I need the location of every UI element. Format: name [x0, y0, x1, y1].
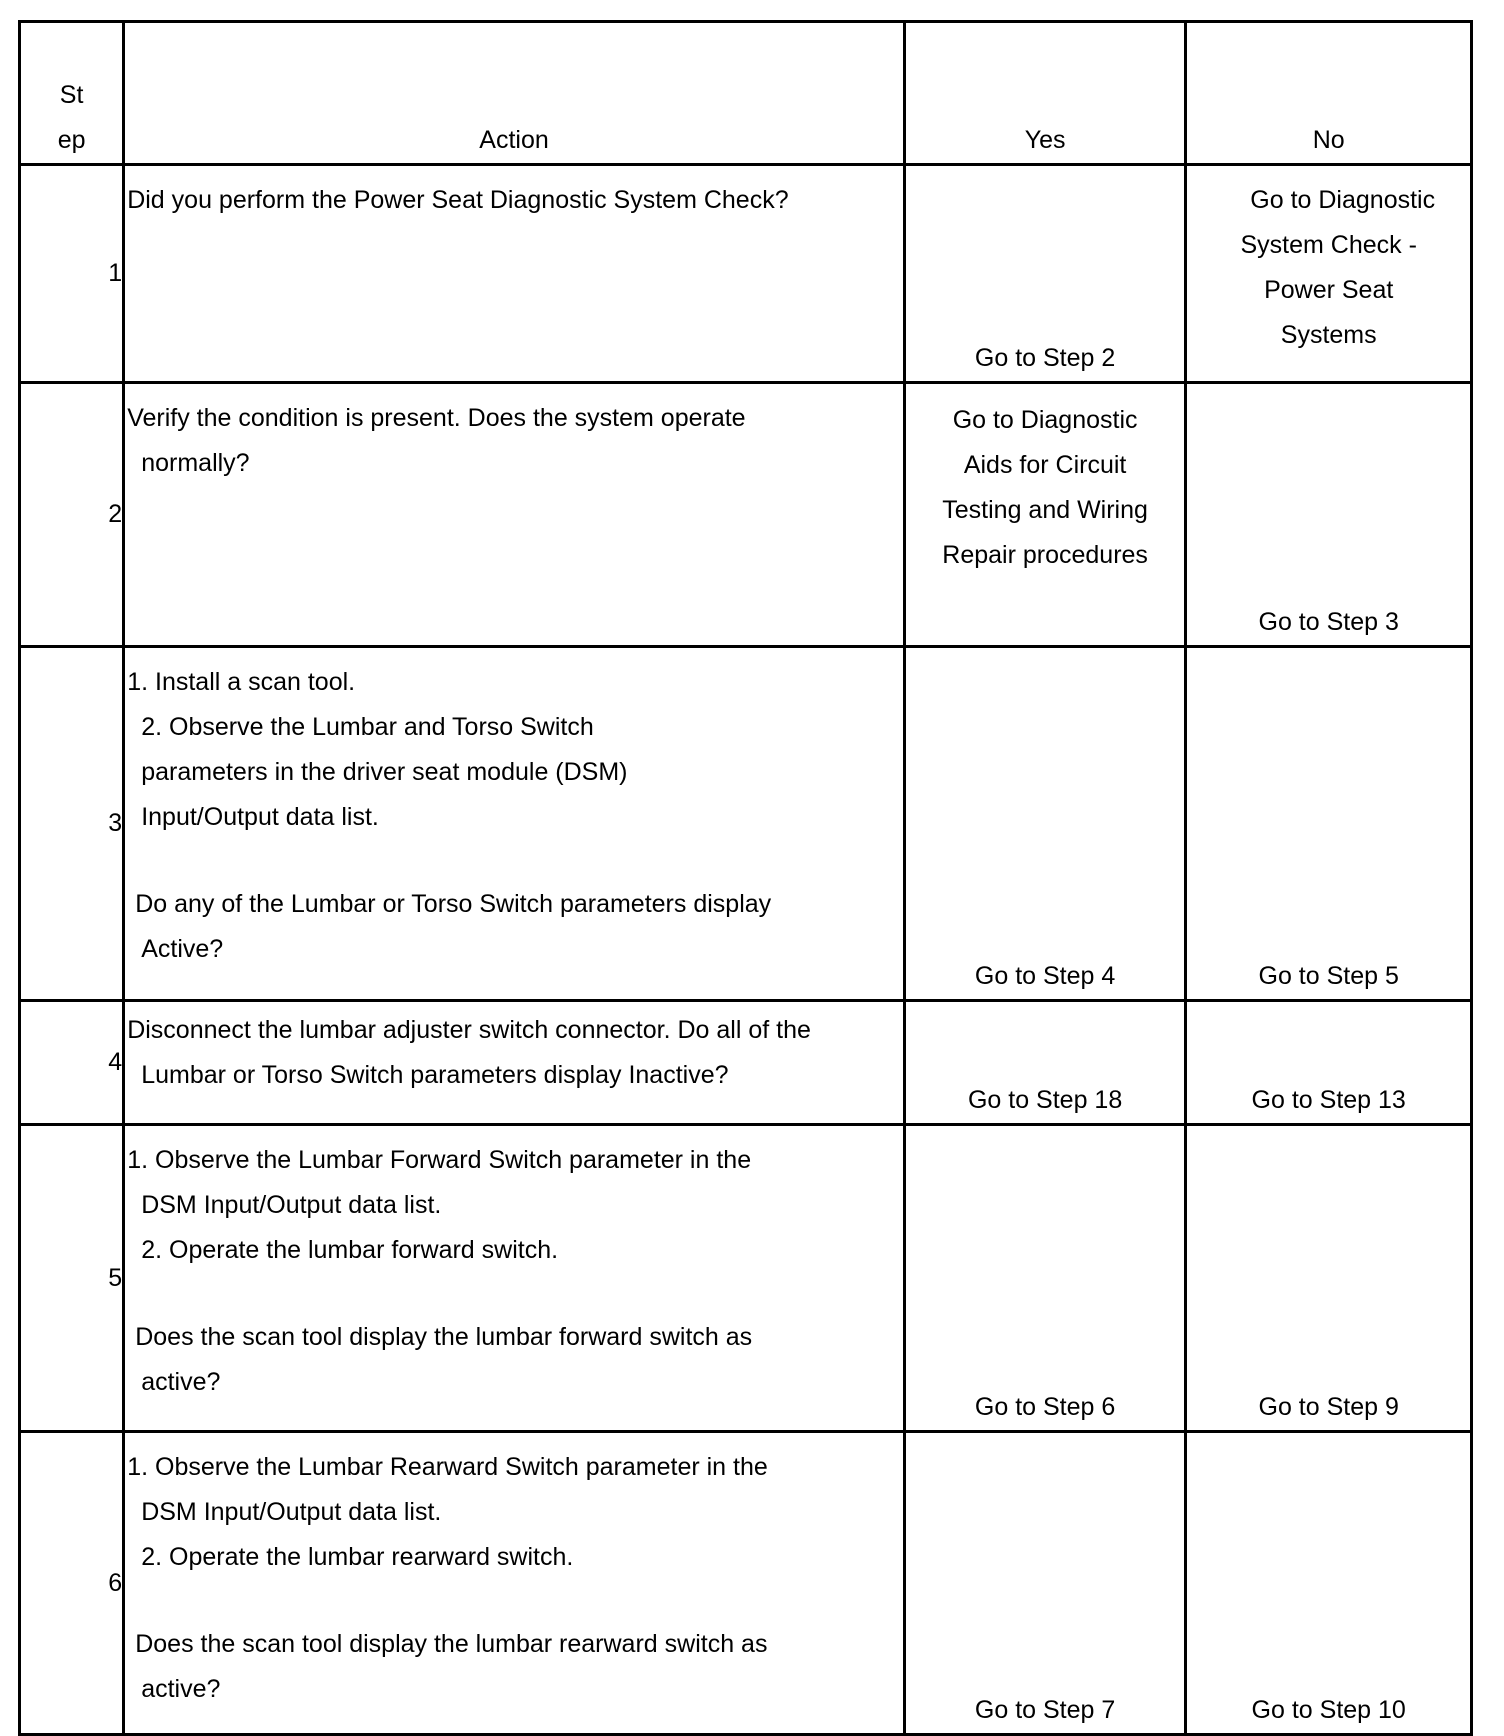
action-line: DSM Input/Output data list.	[141, 1191, 442, 1219]
action-line: Lumbar or Torso Switch parameters display Inactive?	[141, 1061, 729, 1089]
header-no: No	[1186, 22, 1472, 165]
no-cell: Go to Step 3	[1186, 383, 1472, 647]
header-step	[20, 22, 124, 165]
action-line: Disconnect the lumbar adjuster switch connector. Do all of the	[127, 1016, 811, 1044]
yes-line: Aids for Circuit	[963, 451, 1127, 479]
step-number: 1	[20, 165, 124, 383]
action-line: DSM Input/Output data list.	[141, 1498, 442, 1526]
table-row	[20, 1001, 1472, 1125]
step-number: 5	[20, 1125, 124, 1432]
action-line: Does the scan tool display the lumbar forward switch as	[135, 1323, 753, 1351]
no-line: Go to Diagnostic	[1250, 186, 1436, 214]
action-cell	[124, 1125, 905, 1432]
action-cell	[124, 1001, 905, 1125]
step-number: 3	[20, 647, 124, 1001]
action-line: Active?	[141, 935, 224, 963]
yes-cell: Go to Step 4	[904, 647, 1186, 1001]
table-row	[20, 1432, 1472, 1735]
action-cell	[124, 1432, 905, 1735]
no-cell	[1186, 165, 1472, 383]
action-line: Does the scan tool display the lumbar rearward switch as	[135, 1630, 768, 1658]
header-step-line-1: St	[59, 81, 84, 109]
action-cell	[124, 383, 905, 647]
no-line: Systems	[1280, 321, 1377, 349]
table-row	[20, 383, 1472, 647]
action-line: active?	[141, 1675, 221, 1703]
action-line: parameters in the driver seat module (DSM)	[141, 758, 628, 786]
action-line: 1. Observe the Lumbar Forward Switch parameter in the	[127, 1146, 752, 1174]
header-action: Action	[124, 22, 905, 165]
action-line: 1. Install a scan tool.	[127, 668, 356, 696]
yes-cell: Go to Step 7	[904, 1432, 1186, 1735]
no-cell: Go to Step 5	[1186, 647, 1472, 1001]
no-line: System Check -	[1240, 231, 1417, 259]
action-line: Input/Output data list.	[141, 803, 379, 831]
table-row	[20, 647, 1472, 1001]
yes-cell: Go to Step 18	[904, 1001, 1186, 1125]
action-line: Do any of the Lumbar or Torso Switch parameters display	[135, 890, 772, 918]
header-step-line-2: ep	[57, 126, 86, 154]
action-line: 2. Observe the Lumbar and Torso Switch	[141, 713, 594, 741]
step-number: 4	[20, 1001, 124, 1125]
action-cell	[124, 165, 905, 383]
yes-line: Go to Diagnostic	[952, 406, 1138, 434]
yes-cell	[904, 383, 1186, 647]
action-line: 2. Operate the lumbar rearward switch.	[141, 1543, 574, 1571]
step-number: 6	[20, 1432, 124, 1735]
no-cell: Go to Step 9	[1186, 1125, 1472, 1432]
yes-line: Testing and Wiring	[942, 496, 1148, 524]
action-cell	[124, 647, 905, 1001]
no-cell: Go to Step 10	[1186, 1432, 1472, 1735]
table-row	[20, 1125, 1472, 1432]
header-yes: Yes	[904, 22, 1186, 165]
yes-cell: Go to Step 2	[904, 165, 1186, 383]
action-line: active?	[141, 1368, 221, 1396]
header-row	[20, 22, 1472, 165]
yes-cell: Go to Step 6	[904, 1125, 1186, 1432]
action-line: 1. Observe the Lumbar Rearward Switch parameter in the	[127, 1453, 768, 1481]
no-line: Power Seat	[1264, 276, 1394, 304]
no-cell: Go to Step 13	[1186, 1001, 1472, 1125]
action-line: 2. Operate the lumbar forward switch.	[141, 1236, 559, 1264]
action-line: normally?	[141, 449, 250, 477]
diagnostic-table	[18, 20, 1473, 1736]
action-line: Did you perform the Power Seat Diagnostic System Check?	[127, 186, 789, 214]
step-number: 2	[20, 383, 124, 647]
table-row	[20, 165, 1472, 383]
action-line: Verify the condition is present. Does the system operate	[127, 404, 746, 432]
yes-line: Repair procedures	[942, 541, 1148, 569]
